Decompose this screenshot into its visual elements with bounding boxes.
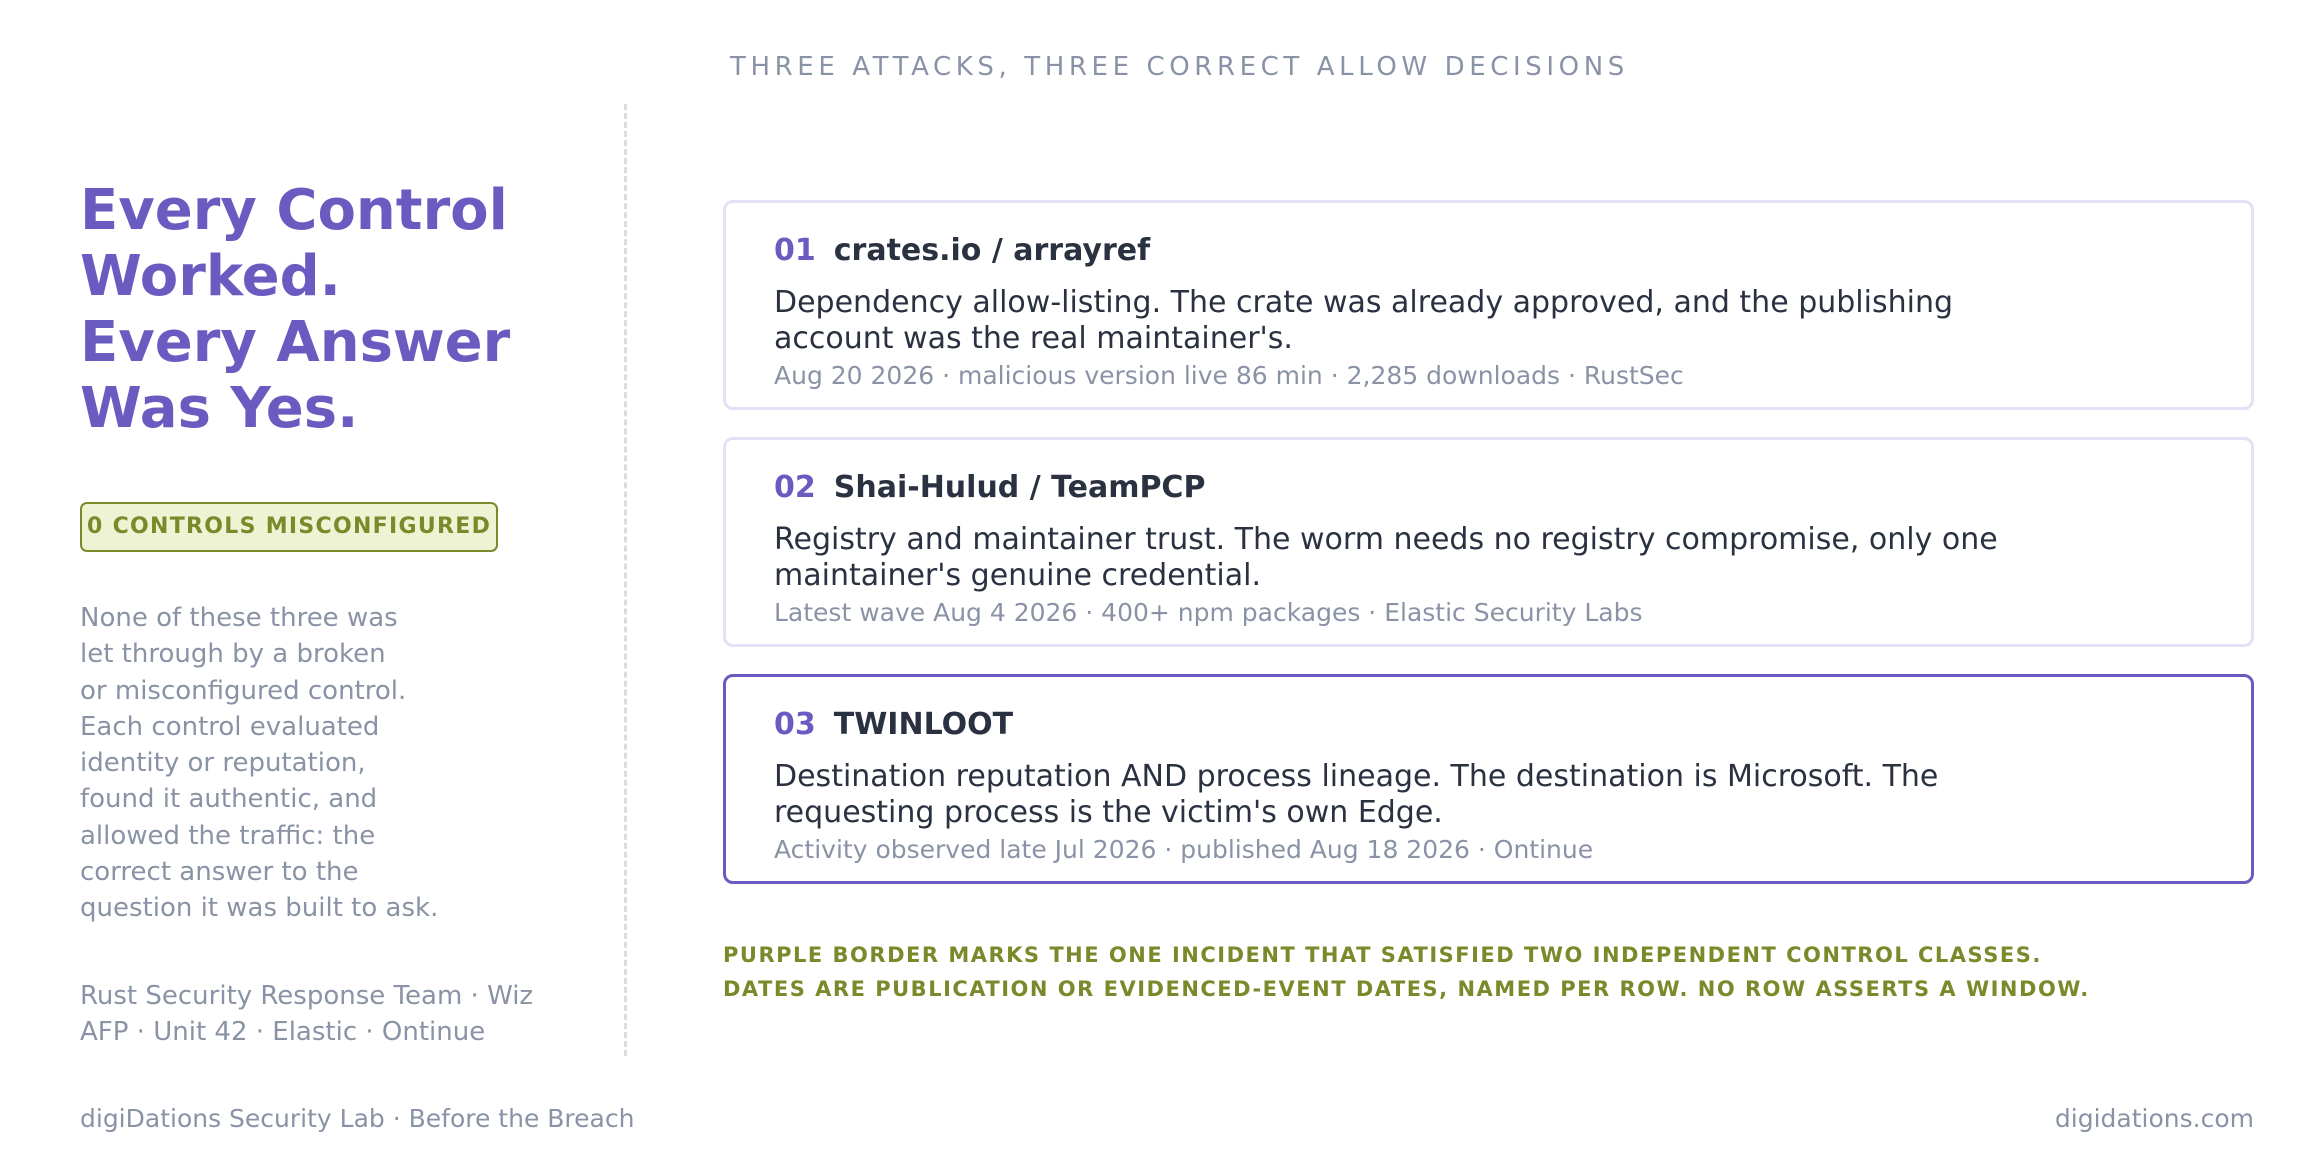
footer-url: digidations.com <box>2054 1104 2254 1133</box>
incident-card-02 <box>723 437 2254 647</box>
incident-number: 01 <box>774 233 816 268</box>
incident-meta: Activity observed late Jul 2026 · published Aug 18 2026 · Ontinue <box>774 835 1594 864</box>
paragraph-line: correct answer to the <box>80 857 359 888</box>
sources-list <box>80 978 533 1050</box>
incident-card-01 <box>723 200 2254 410</box>
sidebar-paragraph <box>80 600 438 927</box>
paragraph-line: question it was built to ask. <box>80 893 439 924</box>
incident-meta: Aug 20 2026 · malicious version live 86 min · 2,285 downloads · RustSec <box>774 361 1684 390</box>
incident-description <box>774 522 1998 594</box>
description-line: requesting process is the victim's own Edge. <box>774 795 1443 830</box>
description-line: maintainer's genuine credential. <box>774 558 1262 593</box>
incident-title: TWINLOOT <box>833 707 1014 742</box>
incident-meta: Latest wave Aug 4 2026 · 400+ npm packages · Elastic Security Labs <box>774 598 1643 627</box>
incident-description <box>774 285 1953 357</box>
headline <box>80 178 510 442</box>
footnote <box>723 938 2090 1006</box>
incident-card-03 <box>723 674 2254 884</box>
incident-number: 03 <box>774 707 816 742</box>
footnote-line: PURPLE BORDER MARKS THE ONE INCIDENT THAT SATISFIED TWO INDEPENDENT CONTROL CLASSES. <box>723 943 2042 967</box>
incident-heading <box>774 470 1205 505</box>
paragraph-line: None of these three was <box>80 603 398 633</box>
sources-line: AFP · Unit 42 · Elastic · Ontinue <box>80 1017 486 1047</box>
headline-line: Worked. <box>80 244 341 309</box>
incident-description <box>774 759 1938 831</box>
headline-line: Was Yes. <box>80 376 359 441</box>
description-line: Registry and maintainer trust. The worm needs no registry compromise, only one <box>774 522 1998 557</box>
incident-heading <box>774 233 1150 268</box>
paragraph-line: Each control evaluated <box>80 711 380 742</box>
paragraph-line: identity or reputation, <box>80 748 366 779</box>
vertical-divider <box>624 104 627 1056</box>
kicker-heading: THREE ATTACKS, THREE CORRECT ALLOW DECISIONS <box>730 52 1629 82</box>
incident-title: Shai-Hulud / TeamPCP <box>833 470 1206 505</box>
paragraph-line: found it authentic, and <box>80 784 378 815</box>
incident-heading <box>774 707 1013 742</box>
description-line: Destination reputation AND process lineage. The destination is Microsoft. The <box>774 759 1939 794</box>
status-badge: 0 CONTROLS MISCONFIGURED <box>80 502 498 552</box>
paragraph-line: or misconfigured control. <box>80 675 407 706</box>
incident-title: crates.io / arrayref <box>833 233 1151 268</box>
sources-line: Rust Security Response Team · Wiz <box>80 981 534 1011</box>
headline-line: Every Answer <box>80 310 511 375</box>
footnote-line: DATES ARE PUBLICATION OR EVIDENCED-EVENT DATES, NAMED PER ROW. NO ROW ASSERTS A WINDOW. <box>723 977 2090 1001</box>
description-line: account was the real maintainer's. <box>774 321 1293 356</box>
incident-number: 02 <box>774 470 816 505</box>
description-line: Dependency allow-listing. The crate was already approved, and the publishing <box>774 285 1953 320</box>
headline-line: Every Control <box>80 178 508 243</box>
paragraph-line: allowed the traffic: the <box>80 820 376 851</box>
footer-credit: digiDations Security Lab · Before the Breach <box>80 1104 635 1133</box>
paragraph-line: let through by a broken <box>80 639 386 670</box>
